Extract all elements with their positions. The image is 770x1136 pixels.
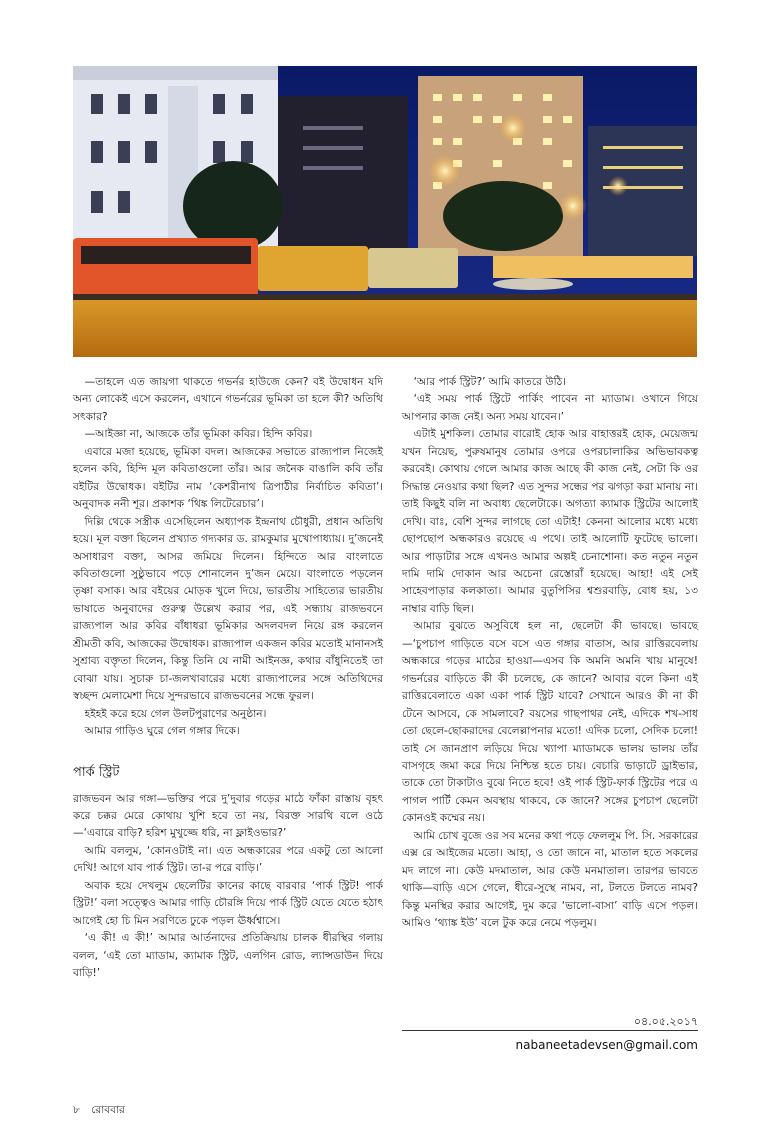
author-email[interactable]: nabaneetadevsen@gmail.com <box>515 1038 698 1052</box>
street-night-photo <box>73 66 697 357</box>
section-heading: পার্ক স্ট্রিট <box>73 764 120 780</box>
divider <box>402 1030 698 1031</box>
paragraph: এটাই মুশকিল। তোমার বারোই হোক আর বাহাত্তরই হোক, মেয়েজন্ম যখন নিয়েছ, পুরুষমানুষ তোমার ওপরে ওপরচালাকির অভিভাবকত্ব করবেই। কোথায় গেলে আমার কাজ আছে কী কাজ নেই, সেটা কি ওর সিদ্ধান্ত নেওয়ার কথা ছিল? এত সুন্দর সন্ধের পর ঝগড়া করা মানায় না। তাই কিছুই বলি না অবাধ্য ছেলেটাকে। অগত্যা ক্যামাক স্ট্রিটের আলোই দেখি। বাঃ, বেশি সুন্দর লাগছে তো এটাই! কেননা আলোর মধ্যে মধ্যে ছোপছোপ অন্ধকারও রয়েছে এ পথে। তাই আলোটি ফুটেছে ভালো। আর পাড়াটার সঙ্গে এখনও আমার অল্পই চেনাশোনা। কত নতুন নতুন দামি দামি দোকান আর অচেনা রেস্তোরাঁ হয়েছে। আহা! এই সেই সাহেবপাড়ার কলকাতা। আমার বুতুপিসির শ্বশুরবাড়ি, বোধ হয়, ১৩ নাম্বার বাড়ি ছিল। <box>402 428 698 615</box>
article-date: ০৪.০৫.২০১৭ <box>633 1015 698 1028</box>
section-name: রোববার <box>91 1104 125 1116</box>
paragraph: আমি বললুম, ‘কোনওটাই না। এত অন্ধকারের পরে একটু তো আলো দেখি! আগে যাব পার্ক স্ট্রিট। তা-র পরে বাড়ি।’ <box>73 844 383 875</box>
paragraph: —তাহলে এত জায়গা থাকতে গভর্নর হাউজে কেন? বই উদ্বোধন যদি অন্য লোকেই এসে করলেন, এখানে গভর্নরের ভূমিকা তা হলে কী? অতিথি সৎকার? <box>73 376 383 423</box>
paragraph: আমার গাড়িও ঘুরে গেল গঙ্গার দিকে। <box>84 725 240 738</box>
page-footer <box>73 1103 133 1120</box>
paragraph: আমি চোখ বুজে ওর সব মনের কথা পড়ে ফেললুম পি. সি. সরকারের এক্স রে আইজের মতো। আহা, ও তো জানে না, মাতাল হতে সকলের মদ লাগে না। কেউ মদমাতাল, আর কেউ মনমাতাল। তারপর ভাবতে থাকি—বাড়ি এসে গেলে, ধীরে-সুস্থে নামব, না, টলতে টলতে নামব? কিন্তু মনস্থির করার আগেই, দুম করে ‘ভালো-বাসা’ বাড়ি এসে পড়ল। আমিও ‘থ্যাঙ্ক ইউ’ বলে টুক করে নেমে পড়লুম। <box>402 829 698 930</box>
paragraph: হইহই করে হয়ে গেল উলটপুরাণের অনুষ্ঠান। <box>84 707 267 720</box>
paragraph: অবাক হয়ে দেখলুম ছেলেটির কানের কাছে বারবার ‘পার্ক স্ট্রিট! পার্ক স্ট্রিট!’ বলা সত্ত্বেও আমার গাড়ি চৌরঙ্গি দিয়ে পার্ক স্ট্রিট যেতে যেতে হঠাৎ আগেই হো চি মিন সরণিতে ঢুকে পড়ল ঊর্ধ্বশ্বাসে। <box>73 879 383 927</box>
paragraph: ‘এই সময় পার্ক স্ট্রিটে পার্কিং পাবেন না ম্যাডাম। ওখানে গিয়ে আপনার কাজ নেই। অন্য সময় যাবেন।’ <box>402 393 698 423</box>
paragraph: ‘আর পার্ক স্ট্রিট?’ আমি কাতরে উঠি। <box>413 376 567 388</box>
paragraph: আমার বুঝতে অসুবিধে হল না, ছেলেটা কী ভাবছে। ভাবছে—‘চুপচাপ গাড়িতে বসে বসে এত গঙ্গার বাতাস, আর রাত্তিরবেলায় অন্ধকারে গড়ের মাঠের হাওয়া—এসব কি অমনি অমনি খায় মানুষে! গভর্নরের বাড়িতে কী কী চলেছে, কে জানে? আবার বলে কিনা এই রাত্তিরবেলাতে একা একা পার্ক স্ট্রিট যাবে? সেখানে আরও কী না কী টেনে আসবে, কে সামলাবে? বয়সের গাছপাথর নেই, এদিকে শখ-সাধ তো ছেলে-ছোকরাদের বেলেল্লাপনার মতো! এদিক চলো, সেদিক চলো! তাই সে জানপ্রাণ লড়িয়ে দিয়ে খ্যাপা ম্যাডামকে ভালয় ভালয় তাঁর বাসগৃহে জমা করে দিয়ে নিশ্চিন্ত হতে চায়। বেচারি ভাড়াটে ড্রাইভার, তাকে তো টাকাটাও বুঝে নিতে হবে! ওই পার্ক স্ট্রিট-ফার্ক স্ট্রিটের পরে এ পাগল পার্টি কেমন অবস্থায় থাকবে, কে জানে? সঙ্গের চুপচাপ ছেলেটা কোনওই কম্মের নয়। <box>402 620 698 825</box>
paragraph: এবারে মজা হয়েছে, ভূমিকা বদল। আজকের সভাতে রাজ্যপাল নিজেই হলেন কবি, হিন্দি মূল কবিতাগুলো তাঁর। আর জনৈক বাঙালি কবি তাঁর বইটির উদ্বোধক। বইটির নাম ‘কেশরীনাথ ত্রিপাঠীর নির্বাচিত কবিতা’। অনুবাদক ননী শূর। প্রকাশক ‘থিঙ্ক লিটেরেচার’। <box>73 445 383 511</box>
left-column <box>73 374 383 983</box>
photo-illustration <box>73 66 697 357</box>
page-number: ৮ <box>73 1104 80 1116</box>
paragraph: রাজভবন আর গঙ্গা—ভক্তির পরে দু’দুবার গড়ের মাঠে ফাঁকা রাস্তায় বৃহৎ করে চক্কর মেরে কোথায় খুশি হবে তা নয়, বিরক্ত সারথি বলে ওঠে—‘এবারে বাড়ি? হরিশ মুখুজ্জে ধরি, না ফ্লাইওভার?’ <box>73 792 383 840</box>
paragraph: দিল্লি থেকে সস্ত্রীক এসেছিলেন অধ্যাপক ইন্দ্রনাথ চৌধুরী, প্রধান অতিথি হয়ে। মূল বক্তা ছিলেন প্রখ্যাত গদ্যকার ড. রামকুমার মুখোপাধ্যায়। দু’জনেই অসাধারণ বক্তা, আসর জমিয়ে দিলেন। হিন্দিতে আর বাংলাতে কবিতাগুলো সুষ্ঠুভাবে পড়ে শোনালেন দু’জন মেয়ে। বাংলাতে পড়লেন তৃষ্ণা বসাক। আর বইয়ের মোড়ক খুলে দিয়ে, ভারতীয় সাহিত্যের ভারতীয় ভাষাতে অনুবাদের গুরুত্ব উল্লেখ করার পর, এই সন্ধ্যায় রাজভবনে রাজ্যপাল আর কবির বাঁধাধরা ভূমিকার অদলবদল নিয়ে রঙ্গ করলেন শ্রীমতী কবি, আজকের উদ্বোধক। রাজ্যপাল একজন কবির মতোই মানানসই সুশ্রাব্য বক্তৃতা দিলেন, কিন্তু তিনি যে নামী আইনজ্ঞ, কথার বাঁধুনিতেই তা বোঝা যায়। সুচারু চা-জলখাবারের মধ্যে রাজ্যপালের সঙ্গে অতিথিদের স্বচ্ছন্দ মেলামেশা দিয়ে সুন্দরভাবে রাজভবনের সন্ধে ফুরল। <box>73 515 383 703</box>
right-column <box>402 374 698 933</box>
paragraph: —আইজ্ঞা না, আজকে তাঁর ভূমিকা কবির। হিন্দি কবির। <box>84 428 313 441</box>
paragraph: ‘এ কী! এ কী!’ আমার আর্তনাদের প্রতিক্রিয়ায় চালক ধীরস্থির গলায় বলল, ‘এই তো ম্যাডাম, ক্যামাক স্ট্রিট, এলগিন রোড, ল্যান্সডাউন দিয়ে বাড়ি!’ <box>73 932 383 980</box>
